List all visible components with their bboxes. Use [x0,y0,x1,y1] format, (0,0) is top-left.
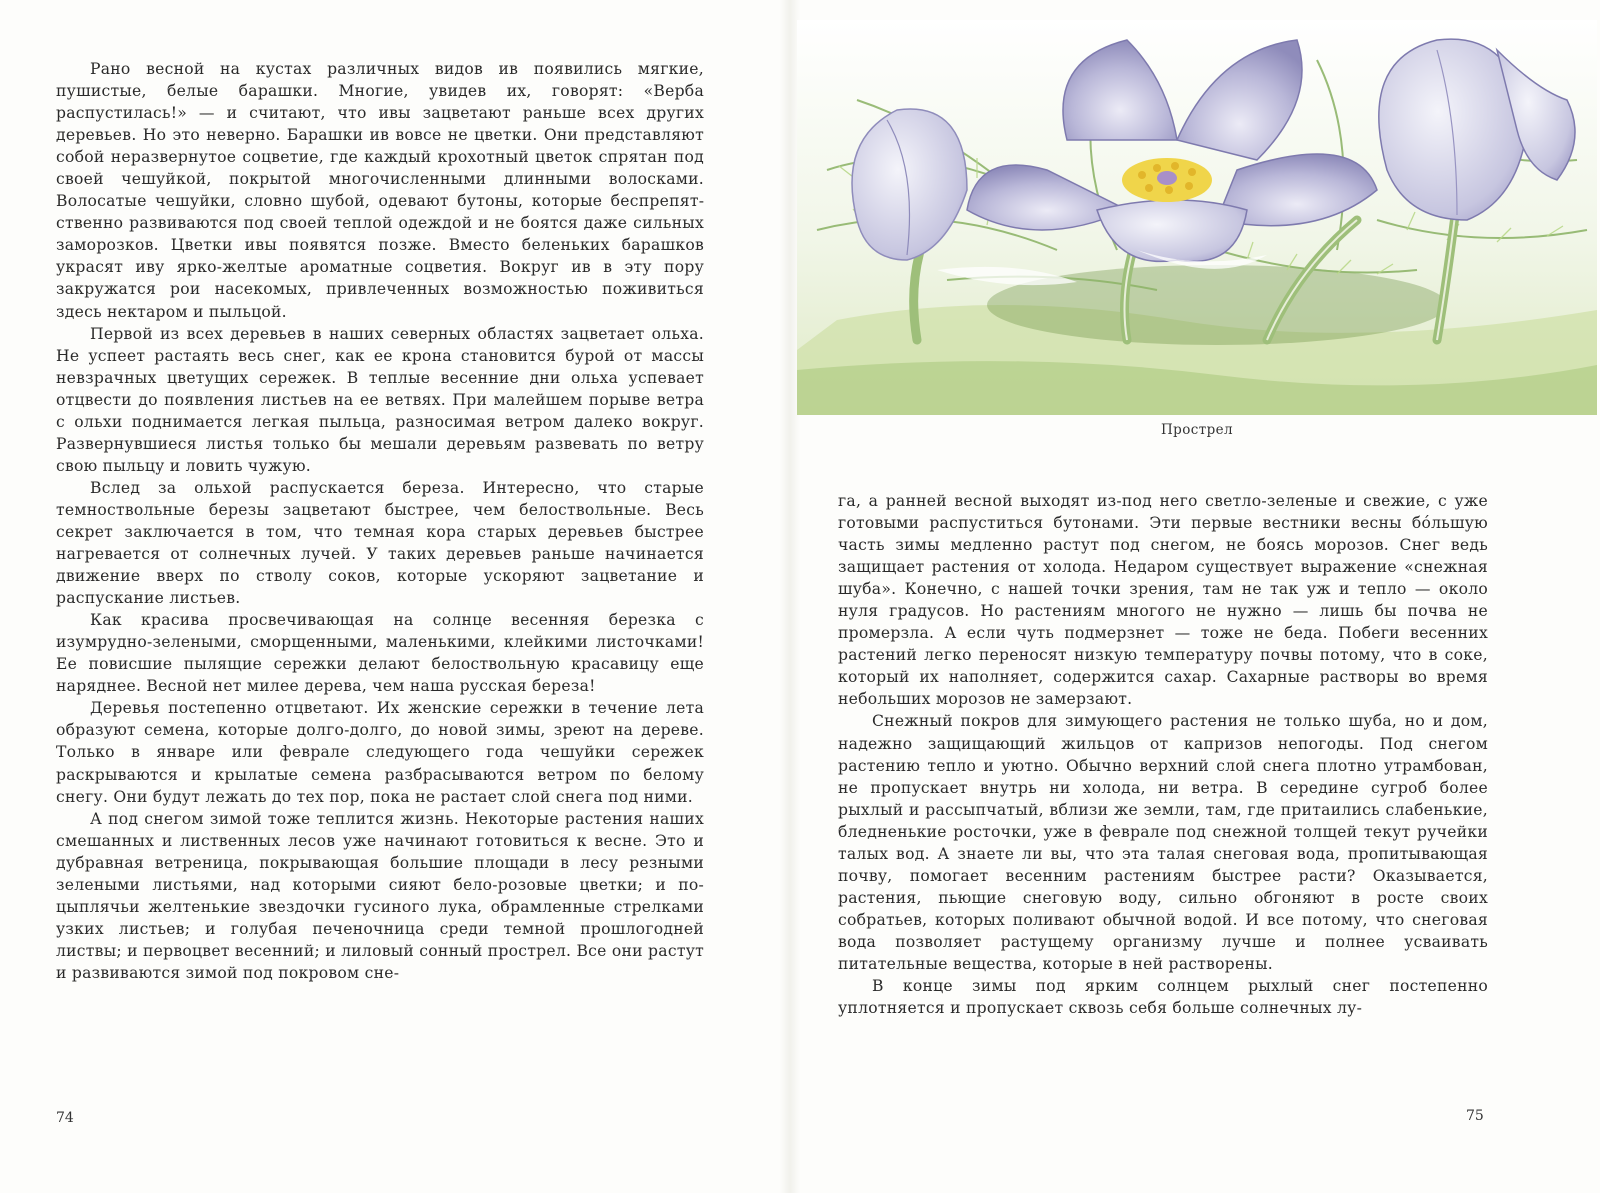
page-number-left: 74 [56,1110,74,1126]
paragraph: А под снегом зимой тоже теплится жизнь. Некоторые растения наших смешанных и лиственных лесов уже начинают готовиться к весне. Это и дубравная ветреница, покрывающая большие площади в лесу резными зелеными листьями, над которыми сияют бело-розовые цветки; и по-цыплячьи желтенькие звездочки гусиного лука, обрамленные стрелками узких листьев; и голубая печеночница среди темной прошлогодней листвы; и первоцвет весенний; и лиловый сонный прострел. Все они растут и развиваются зимой под покровом сне- [56,809,704,982]
right-page-text [838,490,1488,1019]
paragraph: Вслед за ольхой распускается береза. Интересно, что старые темноствольные березы зацветают быстрее, чем белоствольные. Весь секрет заключается в том, что темная кора старых деревьев быстрее нагревается от солнечных лучей. У таких деревьев раньше начинается движение вверх по стволу соков, которые ускоряют зацветание и распускание листьев. [56,478,704,608]
paragraph: Деревья постепенно отцветают. Их женские сережки в течение лета образуют семена, которые долго-долго, до новой зимы, зреют на дереве. Только в январе или феврале следующего года чешуйки сережек раскрываются и крылатые семена разбрасываются ветром по белому снегу. Они будут лежать до тех пор, пока не растает слой снега под ними. [56,699,704,806]
illustration-caption: Прострел [1161,422,1233,438]
left-page-text [56,58,704,984]
paragraph: Снежный покров для зимующего растения не только шуба, но и дом, надежно защищающий жильцов от капризов непогоды. Под снегом растению тепло и уютно. Обычно верхний слой снега плотно утрамбован, не пропускает внутрь ни холода, ни ветра. В середине сугроб более рыхлый и рассыпчатый, вблизи же земли, там, где притаились слабенькие, бледненькие росточки, уже в феврале под снежной толщей текут ручейки талых вод. А знаете ли вы, что эта талая снеговая вода, пропитывающая почву, помогает весенним растениям быстрее расти? Оказывается, растения, пьющие снеговую воду, сильно обгоняют в росте своих собратьев, которых поливают обычной водой. И все потому, что снеговая вода позволяет растущему организму лучше и полнее усваивать питательные вещества, которые в ней растворены. [838,712,1488,973]
paragraph: Как красива просвечивающая на солнце весенняя березка с изумрудно-зелеными, сморщенными, маленькими, клейкими листочками! Ее повисшие пылящие сережки делают белоствольную красавицу еще наряднее. Весной нет милее дерева, чем наша русская береза! [56,611,704,696]
paragraph: га, а ранней весной выходят из-под него светло-зеленые и свежие, с уже готовыми распуститься бутонами. Эти первые вестники весны бо́льшую часть зимы медленно растут под снегом, не боясь морозов. Снег ведь защищает растения от холода. Недаром существует выражение «снежная шуба». Конечно, с нашей точки зрения, там не так уж и тепло — около нуля градусов. Но растениям многого не нужно — лишь бы почва не промерзла. А если чуть подмерзнет — тоже не беда. Побеги весенних растений легко переносят низкую температуру почвы потому, что в соке, который их наполняет, содержится сахар. Сахарные растворы во время небольших морозов не замерзают. [838,492,1488,709]
page-number-right: 75 [1466,1108,1484,1124]
paragraph: В конце зимы под ярким солнцем рыхлый снег постепенно уплотняется и пропускает сквозь себя больше солнечных лу- [838,977,1488,1018]
paragraph: Первой из всех деревьев в наших северных областях зацветает ольха. Не успеет растаять весь снег, как ее крона становится бурой от массы невзрачных цветущих сережек. В теплые весенние дни ольха успевает отцвести до появления листьев на ее ветвях. При малейшем порыве ветра с ольхи поднимается легкая пыльца, разносимая ветром далеко вокруг. Развернувшиеся листья только бы мешали деревьям развевать по ветру свою пыльцу и ловить чужую. [56,324,704,475]
pasque-flower-illustration [797,20,1597,415]
paragraph: Рано весной на кустах различных видов ив появились мягкие, пушистые, белые барашки. Многие, увидев их, говорят: «Верба распустилась!» — и считают, что ивы зацветают раньше всех других деревьев. Но это неверно. Барашки ив вовсе не цветки. Они представляют собой неразвернутое соцветие, где каждый крохотный цветок спрятан под своей чешуйкой, покрытой многочисленными длинными волосками. Волосатые чешуйки, словно шубой, одевают бутоны, которые беспрепятственно развиваются под своей теплой одеждой и не боятся даже сильных заморозков. Цветки ивы появятся позже. Вместо беленьких барашков украсят иву ярко-желтые ароматные соцветия. Вокруг ив в эту пору закружатся рои насекомых, привлеченных возможностью поживиться здесь нектаром и пыльцой. [56,60,704,321]
